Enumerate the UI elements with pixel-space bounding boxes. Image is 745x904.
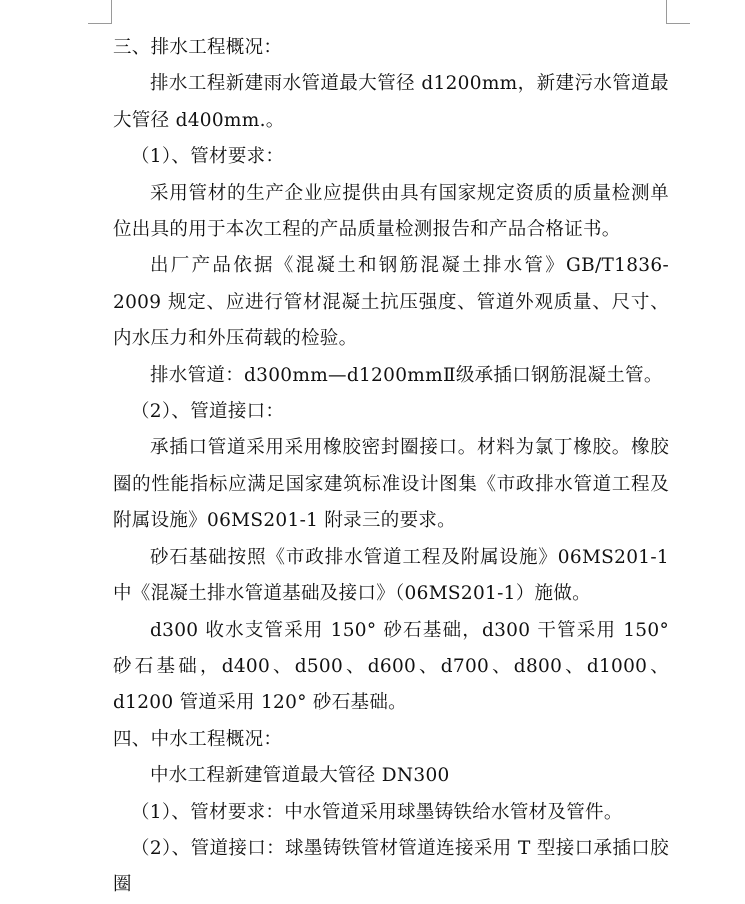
reclaimed-water-overview-paragraph: 中水工程新建管道最大管径 DN300 xyxy=(150,765,450,787)
crop-mark-right-horizontal xyxy=(666,23,690,24)
crop-mark-right-vertical xyxy=(666,0,667,24)
drainage-overview-paragraph: 排水工程新建雨水管道最大管径 d1200mm，新建污水管道最大管径 d400mm.。 xyxy=(113,73,669,131)
section-heading-drainage: 三、排水工程概况： xyxy=(113,37,283,58)
foundation-angle-paragraph: d300 收水支管采用 150° 砂石基础，d300 干管采用 150° 砂石基础，d400、d500、d600、d700、d800、d1000、d1200 管道采用 120° 砂石基础。 xyxy=(113,619,669,714)
reclaimed-water-material-paragraph: （1）、管材要求：中水管道采用球墨铸铁给水管材及管件。 xyxy=(131,801,623,823)
reclaimed-water-joint-paragraph: （2）、管道接口：球墨铸铁管材管道连接采用 T 型接口承插口胶圈 xyxy=(113,837,669,896)
document-body xyxy=(113,30,669,904)
subheading-pipe-material-requirements: （1）、管材要求： xyxy=(131,146,285,168)
quality-report-paragraph: 采用管材的生产企业应提供由具有国家规定资质的质量检测单位出具的用于本次工程的产品质量检测报告和产品合格证书。 xyxy=(113,182,669,241)
gravel-foundation-paragraph: 砂石基础按照《市政排水管道工程及附属设施》06MS201-1 中《混凝土排水管道基础及接口》（06MS201-1）施做。 xyxy=(113,546,669,605)
crop-mark-left-vertical xyxy=(111,0,112,24)
rubber-ring-joint-paragraph: 承插口管道采用采用橡胶密封圈接口。材料为氯丁橡胶。橡胶圈的性能指标应满足国家建筑标准设计图集《市政排水管道工程及附属设施》06MS201-1 附录三的要求。 xyxy=(113,437,669,532)
drainage-pipe-spec-paragraph: 排水管道：d300mm—d1200mmⅡ级承插口钢筋混凝土管。 xyxy=(150,364,663,386)
section-heading-reclaimed-water: 四、中水工程概况： xyxy=(113,728,283,750)
subheading-pipe-joints: （2）、管道接口： xyxy=(131,401,285,423)
factory-standard-paragraph: 出厂产品依据《混凝土和钢筋混凝土排水管》GB/T1836-2009 规定、应进行管材混凝土抗压强度、管道外观质量、尺寸、内水压力和外压荷载的检验。 xyxy=(113,255,669,350)
crop-mark-left-horizontal xyxy=(88,23,112,24)
